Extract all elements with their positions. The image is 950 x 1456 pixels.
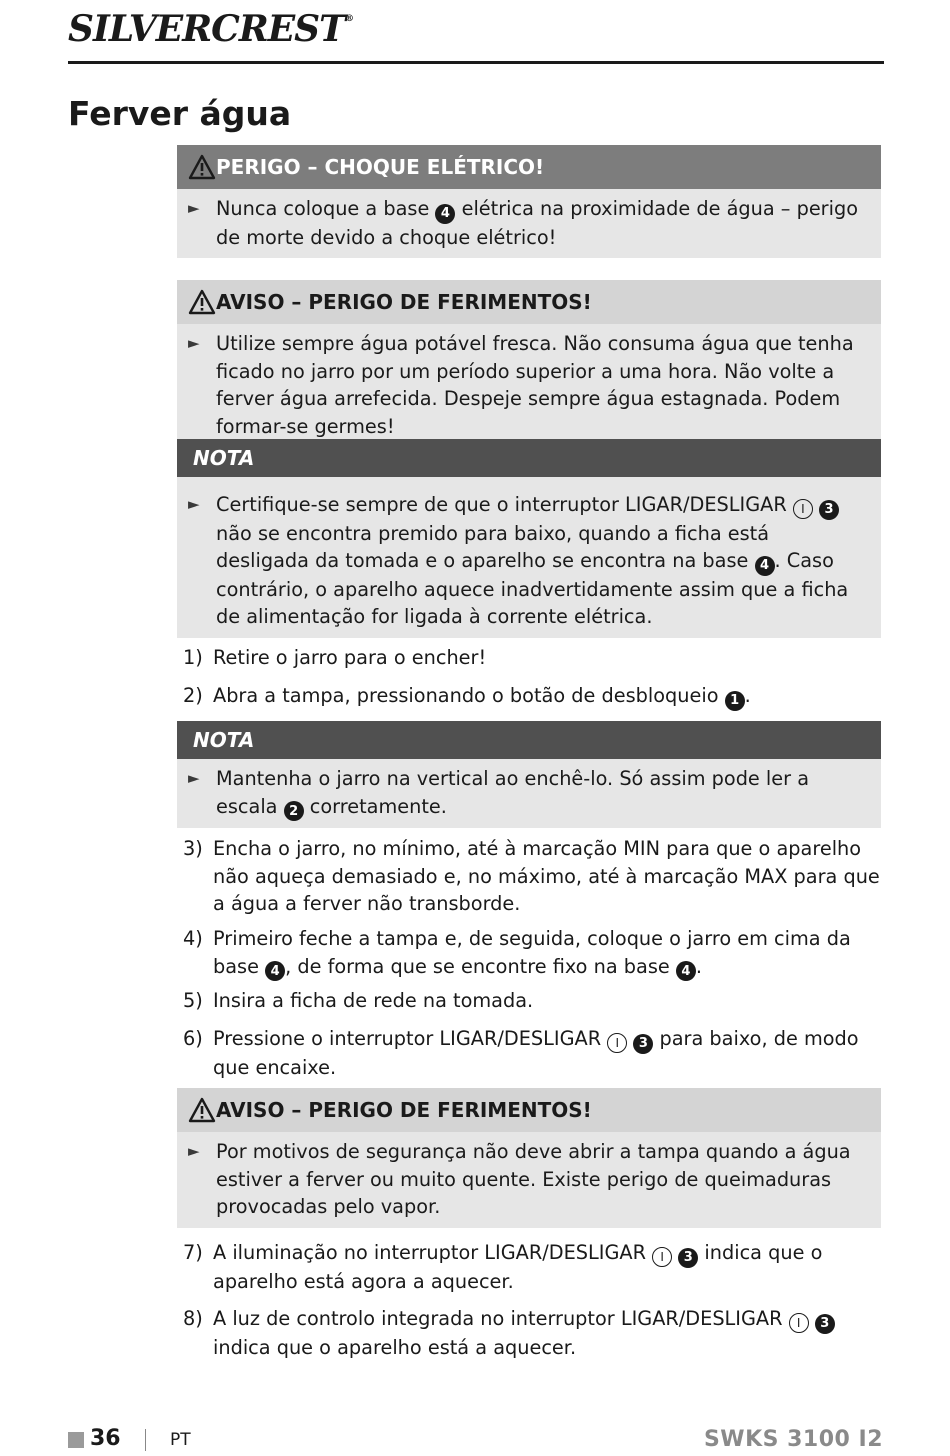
step-text: Pressione o interruptor LIGAR/DESLIGAR I 3 para baixo, de modo que encaixe.	[213, 1027, 859, 1079]
bullet-arrow-icon: ►	[188, 769, 200, 787]
warning-box-body	[177, 1132, 881, 1228]
bullet-item	[188, 195, 867, 251]
warning-box	[177, 1088, 881, 1228]
step-text: A iluminação no interruptor LIGAR/DESLIGAR I 3 indica que o aparelho está agora a aquecer.	[213, 1241, 823, 1293]
reference-number: 4	[265, 961, 285, 981]
note-box-body	[177, 477, 881, 638]
step-text: Abra a tampa, pressionando o botão de desbloqueio 1 .	[213, 682, 751, 711]
header-rule	[68, 61, 884, 64]
power-symbol-icon: I	[793, 499, 813, 519]
bullet-item	[188, 330, 867, 440]
step-number: 1)	[183, 646, 203, 669]
bullet-text: Por motivos de segurança não deve abrir a tampa quando a água estiver a ferver ou muito quente. Existe perigo de queimaduras provocadas pelo vapor.	[216, 1140, 851, 1218]
language-code: PT	[170, 1430, 191, 1450]
page-number: 36	[90, 1426, 121, 1451]
warning-box-body	[177, 324, 881, 447]
step-number: 7)	[183, 1241, 203, 1264]
danger-box	[177, 145, 881, 258]
note-box	[177, 721, 881, 828]
reference-number: 1	[725, 691, 745, 711]
danger-box-heading	[177, 145, 881, 189]
warning-triangle-icon	[188, 289, 216, 315]
reference-number: 3	[633, 1034, 653, 1054]
bullet-text: Utilize sempre água potável fresca. Não consuma água que tenha ficado no jarro por um período superior a uma hora. Não volte a ferver água arrefecida. Despeje sempre água estagnada. Podem formar-se germes!	[216, 332, 854, 438]
footer-divider	[145, 1429, 146, 1451]
list-item	[183, 1239, 883, 1295]
danger-box-body	[177, 189, 881, 258]
reference-number: 3	[815, 1314, 835, 1334]
bullet-text: Nunca coloque a base 4 elétrica na proximidade de água – perigo de morte devido a choque elétrico!	[216, 197, 858, 249]
bullet-arrow-icon: ►	[188, 334, 200, 352]
bullet-text: Mantenha o jarro na vertical ao enchê-lo. Só assim pode ler a escala 2 corretamente.	[216, 765, 867, 821]
registered-mark: ®	[344, 14, 353, 24]
note-box-body	[177, 759, 881, 828]
power-symbol-icon: I	[607, 1033, 627, 1053]
step-number: 6)	[183, 1027, 203, 1050]
warning-heading-text: AVISO – PERIGO DE FERIMENTOS!	[216, 290, 592, 314]
reference-number: 4	[676, 961, 696, 981]
bullet-item	[188, 1138, 867, 1221]
note-box-heading: NOTA	[177, 721, 881, 759]
warning-box	[177, 280, 881, 447]
model-number: SWKS 3100 I2	[703, 1427, 883, 1452]
note-box-heading: NOTA	[177, 439, 881, 477]
step-number: 5)	[183, 989, 203, 1012]
step-text: Encha o jarro, no mínimo, até à marcação MIN para que o aparelho não aqueça demasiado e, no máximo, até à marcação MAX para que a água a ferver não transborde.	[213, 837, 880, 915]
danger-heading-text: PERIGO – CHOQUE ELÉTRICO!	[216, 155, 545, 179]
step-number: 3)	[183, 837, 203, 860]
bullet-arrow-icon: ►	[188, 199, 200, 217]
power-symbol-icon: I	[789, 1313, 809, 1333]
page-title: Ferver água	[68, 94, 292, 133]
reference-number: 4	[435, 204, 455, 224]
warning-box-heading	[177, 1088, 881, 1132]
warning-box-heading	[177, 280, 881, 324]
step-text: Insira a ficha de rede na tomada.	[213, 989, 534, 1012]
warning-triangle-icon	[188, 1097, 216, 1123]
bullet-text: Certifique-se sempre de que o interruptor LIGAR/DESLIGAR I 3 não se encontra premido para baixo, quando a ficha está desligada da tomada e o aparelho se encontra na base 4 . Caso contrário, o aparelho aquece inadvertidamente assim que a ficha de alimentação for ligada à corrente elétrica.	[216, 493, 849, 628]
list-item	[183, 1025, 883, 1081]
bullet-arrow-icon: ►	[188, 495, 200, 513]
note-box	[177, 439, 881, 638]
bullet-arrow-icon: ►	[188, 1142, 200, 1160]
step-text: Primeiro feche a tampa e, de seguida, coloque o jarro em cima da base 4 , de forma que se encontre fixo na base 4 .	[213, 925, 883, 981]
bullet-item	[188, 491, 867, 631]
step-text: Retire o jarro para o encher!	[213, 646, 487, 669]
reference-number: 3	[819, 500, 839, 520]
brand-logo: SILVERCREST®	[68, 8, 353, 50]
list-item	[183, 682, 883, 711]
step-number: 8)	[183, 1307, 203, 1330]
reference-number: 3	[678, 1248, 698, 1268]
list-item	[183, 1305, 883, 1361]
reference-number: 2	[284, 801, 304, 821]
power-symbol-icon: I	[652, 1247, 672, 1267]
bullet-item	[188, 765, 867, 821]
reference-number: 4	[755, 556, 775, 576]
list-item	[183, 987, 883, 1015]
footer-square-icon	[68, 1432, 84, 1448]
step-number: 2)	[183, 684, 203, 707]
warning-triangle-icon	[188, 154, 216, 180]
list-item	[183, 644, 883, 672]
list-item	[183, 835, 883, 918]
step-text: A luz de controlo integrada no interruptor LIGAR/DESLIGAR I 3 indica que o aparelho está a aquecer.	[213, 1305, 883, 1361]
list-item	[183, 925, 883, 981]
step-number: 4)	[183, 927, 203, 950]
warning-heading-text: AVISO – PERIGO DE FERIMENTOS!	[216, 1098, 592, 1122]
